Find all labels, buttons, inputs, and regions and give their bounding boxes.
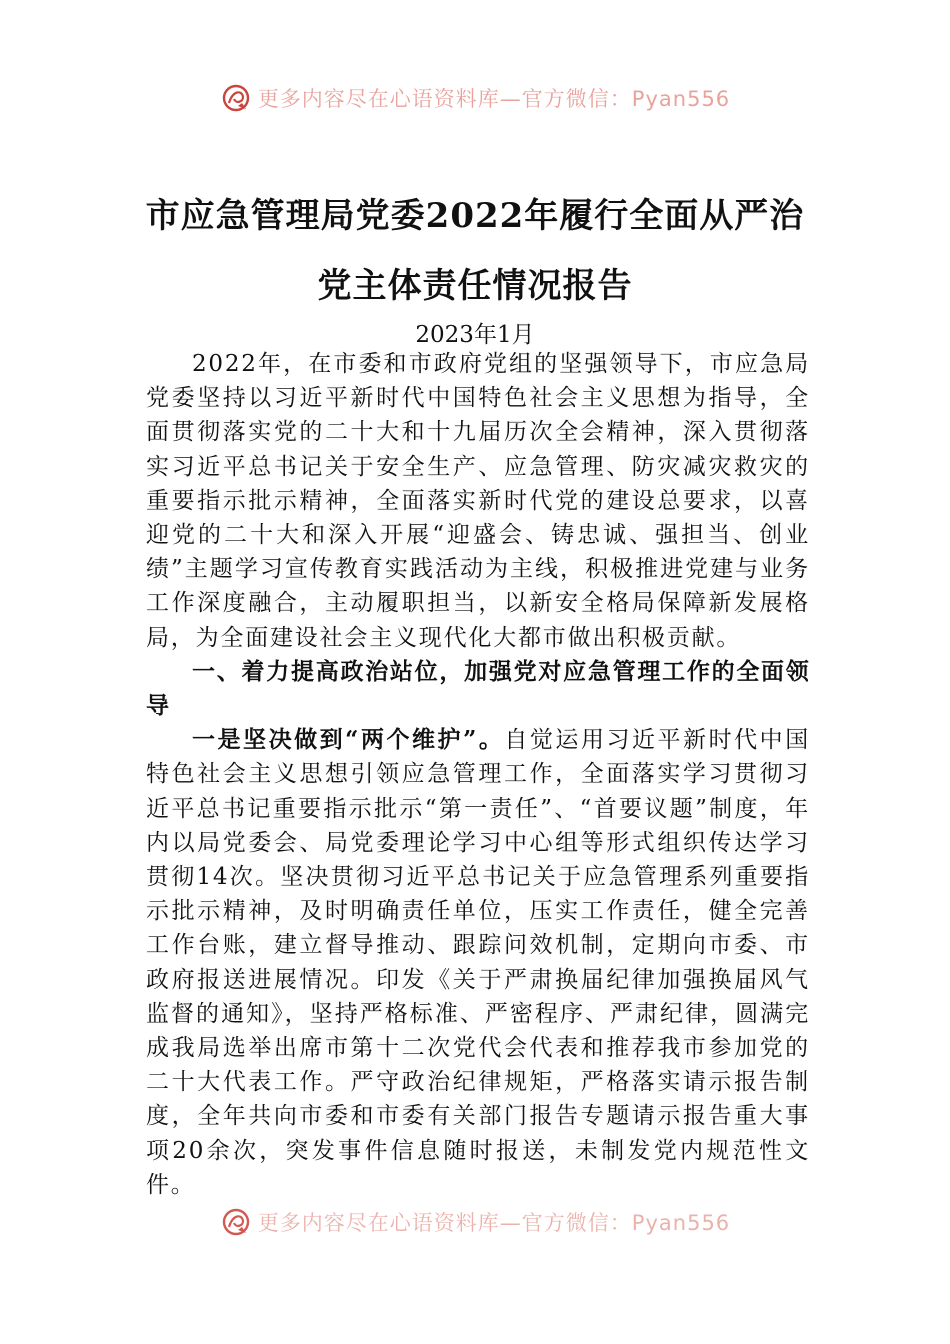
watermark-text: 更多内容尽在心语资料库—官方微信：Pyan556	[257, 87, 731, 111]
document-date: 2023年1月	[415, 322, 535, 348]
document-body	[146, 347, 810, 1202]
watermark-header	[0, 82, 950, 114]
item-text-1: 自觉运用习近平新时代中国特色社会主义思想引领应急管理工作，全面落实学习贯彻习近平总书记重要指示批示“第一责任”、“首要议题”制度，年内以局党委会、局党委理论学习中心组等形式组织传达学习贯彻14次。坚决贯彻习近平总书记关于应急管理系列重要指示批示精神，及时明确责任单位，压实工作责任，健全完善工作台账，建立督导推动、跟踪问效机制，定期向市委、市政府报送进展情况。印发《关于严肃换届纪律加强换届风气监督的通知》，坚持严格标准、严密程序、严肃纪律，圆满完成我局选举出席市第十二次党代会代表和推荐我市参加党的二十大代表工作。严守政治纪律规矩，严格落实请示报告制度，全年共向市委和市委有关部门报告专题请示报告重大事项20余次，突发事件信息随时报送，未制发党内规范性文件。	[146, 727, 810, 1198]
logo-swirl-icon	[220, 82, 252, 114]
watermark-text: 更多内容尽在心语资料库—官方微信：Pyan556	[257, 1211, 731, 1235]
item-lead-1: 一是坚决做到“两个维护”。	[192, 726, 505, 754]
watermark-footer	[0, 1206, 950, 1238]
intro-paragraph: 2022年，在市委和市政府党组的坚强领导下，市应急局党委坚持以习近平新时代中国特色社会主义思想为指导，全面贯彻落实党的二十大和十九届历次全会精神，深入贯彻落实习近平总书记关于安全生产、应急管理、防灾减灾救灾的重要指示批示精神，全面落实新时代党的建设总要求，以喜迎党的二十大和深入开展“迎盛会、铸忠诚、强担当、创业绩”主题学习宣传教育实践活动为主线，积极推进党建与业务工作深度融合，主动履职担当，以新安全格局保障新发展格局，为全面建设社会主义现代化大都市做出积极贡献。	[146, 351, 810, 651]
logo-swirl-icon	[220, 1206, 252, 1238]
document-title-line2: 党主体责任情况报告	[317, 266, 633, 306]
item-paragraph-1	[146, 723, 810, 1202]
section-heading-1: 一、着力提高政治站位，加强党对应急管理工作的全面领导	[146, 657, 810, 720]
document-title-line1: 市应急管理局党委2022年履行全面从严治	[145, 196, 805, 236]
